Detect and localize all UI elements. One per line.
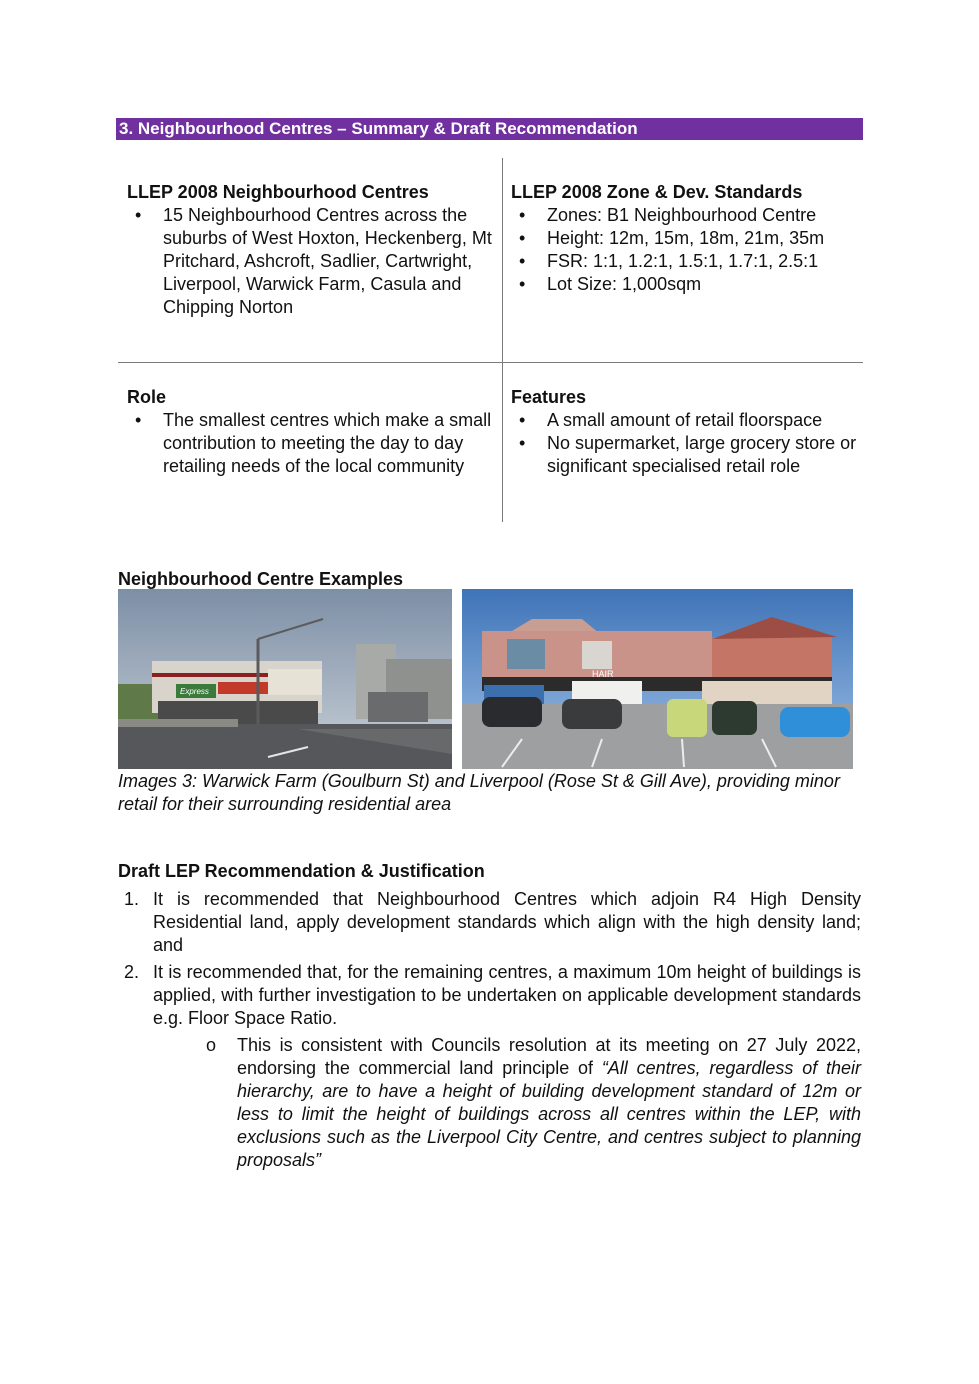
- hair-sign: HAIR: [592, 669, 614, 679]
- centres-cell: [127, 181, 492, 319]
- recommendation-list: [118, 888, 861, 1030]
- recommendation-block: [118, 888, 861, 1172]
- features-title: Features: [511, 387, 587, 407]
- examples-caption: Images 3: Warwick Farm (Goulburn St) and Liverpool (Rose St & Gill Ave), providing minor retail for their surrounding residential area: [118, 771, 840, 814]
- examples-heading: Neighbourhood Centre Examples: [118, 569, 404, 589]
- role-list: [127, 409, 492, 478]
- zone-cell: [511, 181, 863, 296]
- item-text: It is recommended that, for the remaining centres, a maximum 10m height of buildings is applied, with further investigation to be undertaken on applicable development standards e.g. Floor Space Ratio.: [153, 962, 861, 1028]
- section-banner: 3. Neighbourhood Centres – Summary & Draft Recommendation: [116, 118, 863, 140]
- list-item: [118, 961, 861, 1030]
- photo-liverpool: [462, 589, 853, 769]
- list-item: • A small amount of retail floorspace: [511, 409, 863, 432]
- list-item: • 15 Neighbourhood Centres across the suburbs of West Hoxton, Heckenberg, Mt Pritchard, Ashcroft, Sadlier, Cartwright, Liverpool, Warwick Farm, Casula and Chipping Norton: [127, 204, 492, 319]
- grid-divider-horizontal: [118, 362, 863, 363]
- recommendation-heading: Draft LEP Recommendation & Justification: [118, 861, 485, 881]
- list-item: • Lot Size: 1,000sqm: [511, 273, 863, 296]
- sub-text: This is consistent with Councils resolution at its meeting on 27 July 2022, endorsing the commercial land principle of: [237, 1035, 861, 1078]
- item-text: It is recommended that Neighbourhood Centres which adjoin R4 High Density Residential land, apply development standards which align with the high density land; and: [153, 889, 861, 955]
- list-item: • The smallest centres which make a small contribution to meeting the day to day retailing needs of the local community: [127, 409, 492, 478]
- features-cell: [511, 386, 863, 478]
- grid-divider-vertical: [502, 158, 503, 522]
- features-list: [511, 409, 863, 478]
- item-number: 2.: [124, 962, 140, 982]
- list-item: • FSR: 1:1, 1.2:1, 1.5:1, 1.7:1, 2.5:1: [511, 250, 863, 273]
- role-title: Role: [127, 387, 167, 407]
- list-item: • Zones: B1 Neighbourhood Centre: [511, 204, 863, 227]
- sub-quote: “All centres, regardless of their hierarchy, are to have a height of building development standard of 12m or less to limit the height of buildings across all centres within the LEP, with exclusions such as the Liverpool City Centre, and centres subject to planning proposals”: [237, 1058, 861, 1170]
- centres-title: LLEP 2008 Neighbourhood Centres: [127, 182, 429, 202]
- photo-warwick-farm: [118, 589, 452, 769]
- zone-list: [511, 204, 863, 296]
- zone-title: LLEP 2008 Zone & Dev. Standards: [511, 182, 803, 202]
- list-item: [118, 888, 861, 957]
- list-item: • No supermarket, large grocery store or significant specialised retail role: [511, 432, 863, 478]
- role-cell: [127, 386, 492, 478]
- svg-text:Express: Express: [180, 687, 209, 696]
- list-item: • Height: 12m, 15m, 18m, 21m, 35m: [511, 227, 863, 250]
- centres-list: [127, 204, 492, 319]
- item-number: 1.: [124, 889, 140, 909]
- sub-point: [118, 1034, 861, 1172]
- sub-marker: o: [206, 1035, 217, 1055]
